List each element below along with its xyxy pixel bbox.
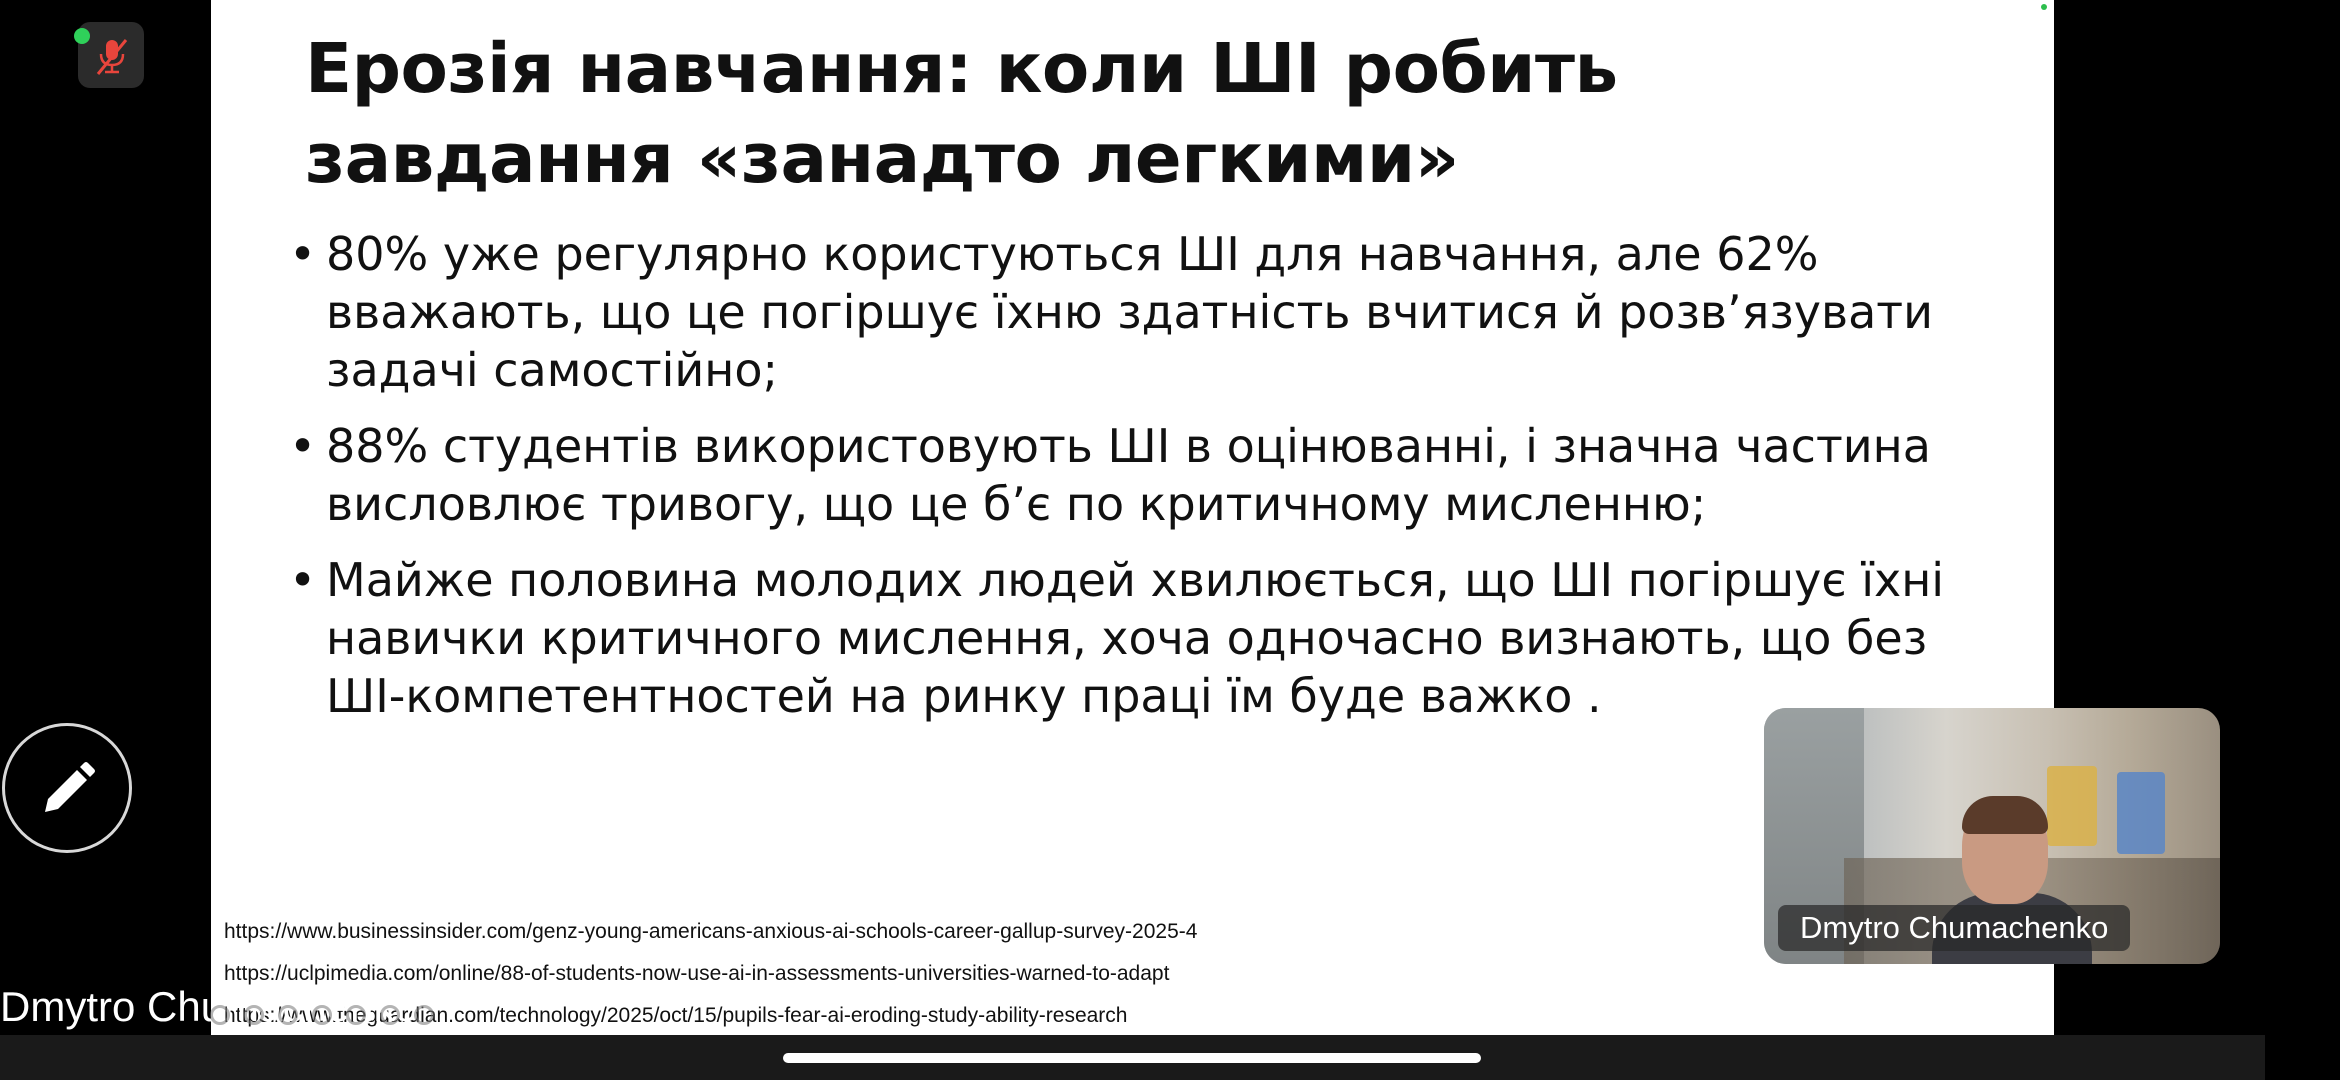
bullet-item bbox=[289, 225, 1989, 399]
bullet-text: Майже половина молодих людей хвилюється, що ШІ погіршує їхні навички критичного мислення, хоча одночасно визнають, що без ШІ-компетентностей на ринку праці їм буде важко . bbox=[326, 553, 1945, 723]
toolbar-tool-icon[interactable] bbox=[312, 1005, 332, 1025]
bullet-item bbox=[289, 551, 1989, 725]
bullet-item bbox=[289, 417, 1989, 533]
bullet-text: 80% уже регулярно користуються ШІ для навчання, але 62% вважають, що це погіршує їхню здатність вчитися й розв’язувати задачі самостійно; bbox=[326, 227, 1933, 397]
toolbar-tool-icon[interactable] bbox=[210, 1005, 230, 1025]
bullet-dot: • bbox=[289, 419, 317, 473]
participant-video-tile[interactable] bbox=[1764, 708, 2220, 964]
share-indicator-dot bbox=[2041, 4, 2047, 10]
toolbar-tool-icon[interactable] bbox=[346, 1005, 366, 1025]
pen-icon bbox=[39, 760, 97, 818]
toolbar-tool-icon[interactable] bbox=[380, 1005, 400, 1025]
status-dot bbox=[74, 28, 90, 44]
bullet-dot: • bbox=[289, 227, 317, 281]
bullet-dot: • bbox=[289, 553, 317, 607]
self-view-name: Dmytro Chumachenko bbox=[0, 983, 418, 1030]
slide-bullets bbox=[289, 225, 1989, 743]
slide-title: Ерозія навчання: коли ШІ робить завдання «занадто легкими» bbox=[305, 29, 1618, 199]
toolbar-tool-icon[interactable] bbox=[244, 1005, 264, 1025]
home-indicator[interactable] bbox=[783, 1053, 1481, 1063]
bullet-text: 88% студентів використовують ШІ в оцінюванні, і значна частина висловлює тривогу, що це б’є по критичному мисленню; bbox=[326, 419, 1931, 531]
source-link[interactable]: https://uclpimedia.com/online/88-of-students-now-use-ai-in-assessments-universities-warned-to-adapt bbox=[224, 962, 1170, 985]
toolbar-tool-icon[interactable] bbox=[414, 1005, 434, 1025]
mic-muted-icon bbox=[94, 36, 130, 76]
annotation-toolbar bbox=[210, 1005, 434, 1035]
source-link[interactable]: https://www.businessinsider.com/genz-young-americans-anxious-ai-schools-career-gallup-survey-2025-4 bbox=[224, 920, 1198, 943]
source-link[interactable]: https://www.theguardian.com/technology/2025/oct/15/pupils-fear-ai-eroding-study-ability-research bbox=[224, 1004, 1128, 1027]
annotate-button[interactable] bbox=[2, 723, 132, 853]
participant-name-tag: Dmytro Chumachenko bbox=[1778, 905, 2130, 951]
toolbar-tool-icon[interactable] bbox=[278, 1005, 298, 1025]
